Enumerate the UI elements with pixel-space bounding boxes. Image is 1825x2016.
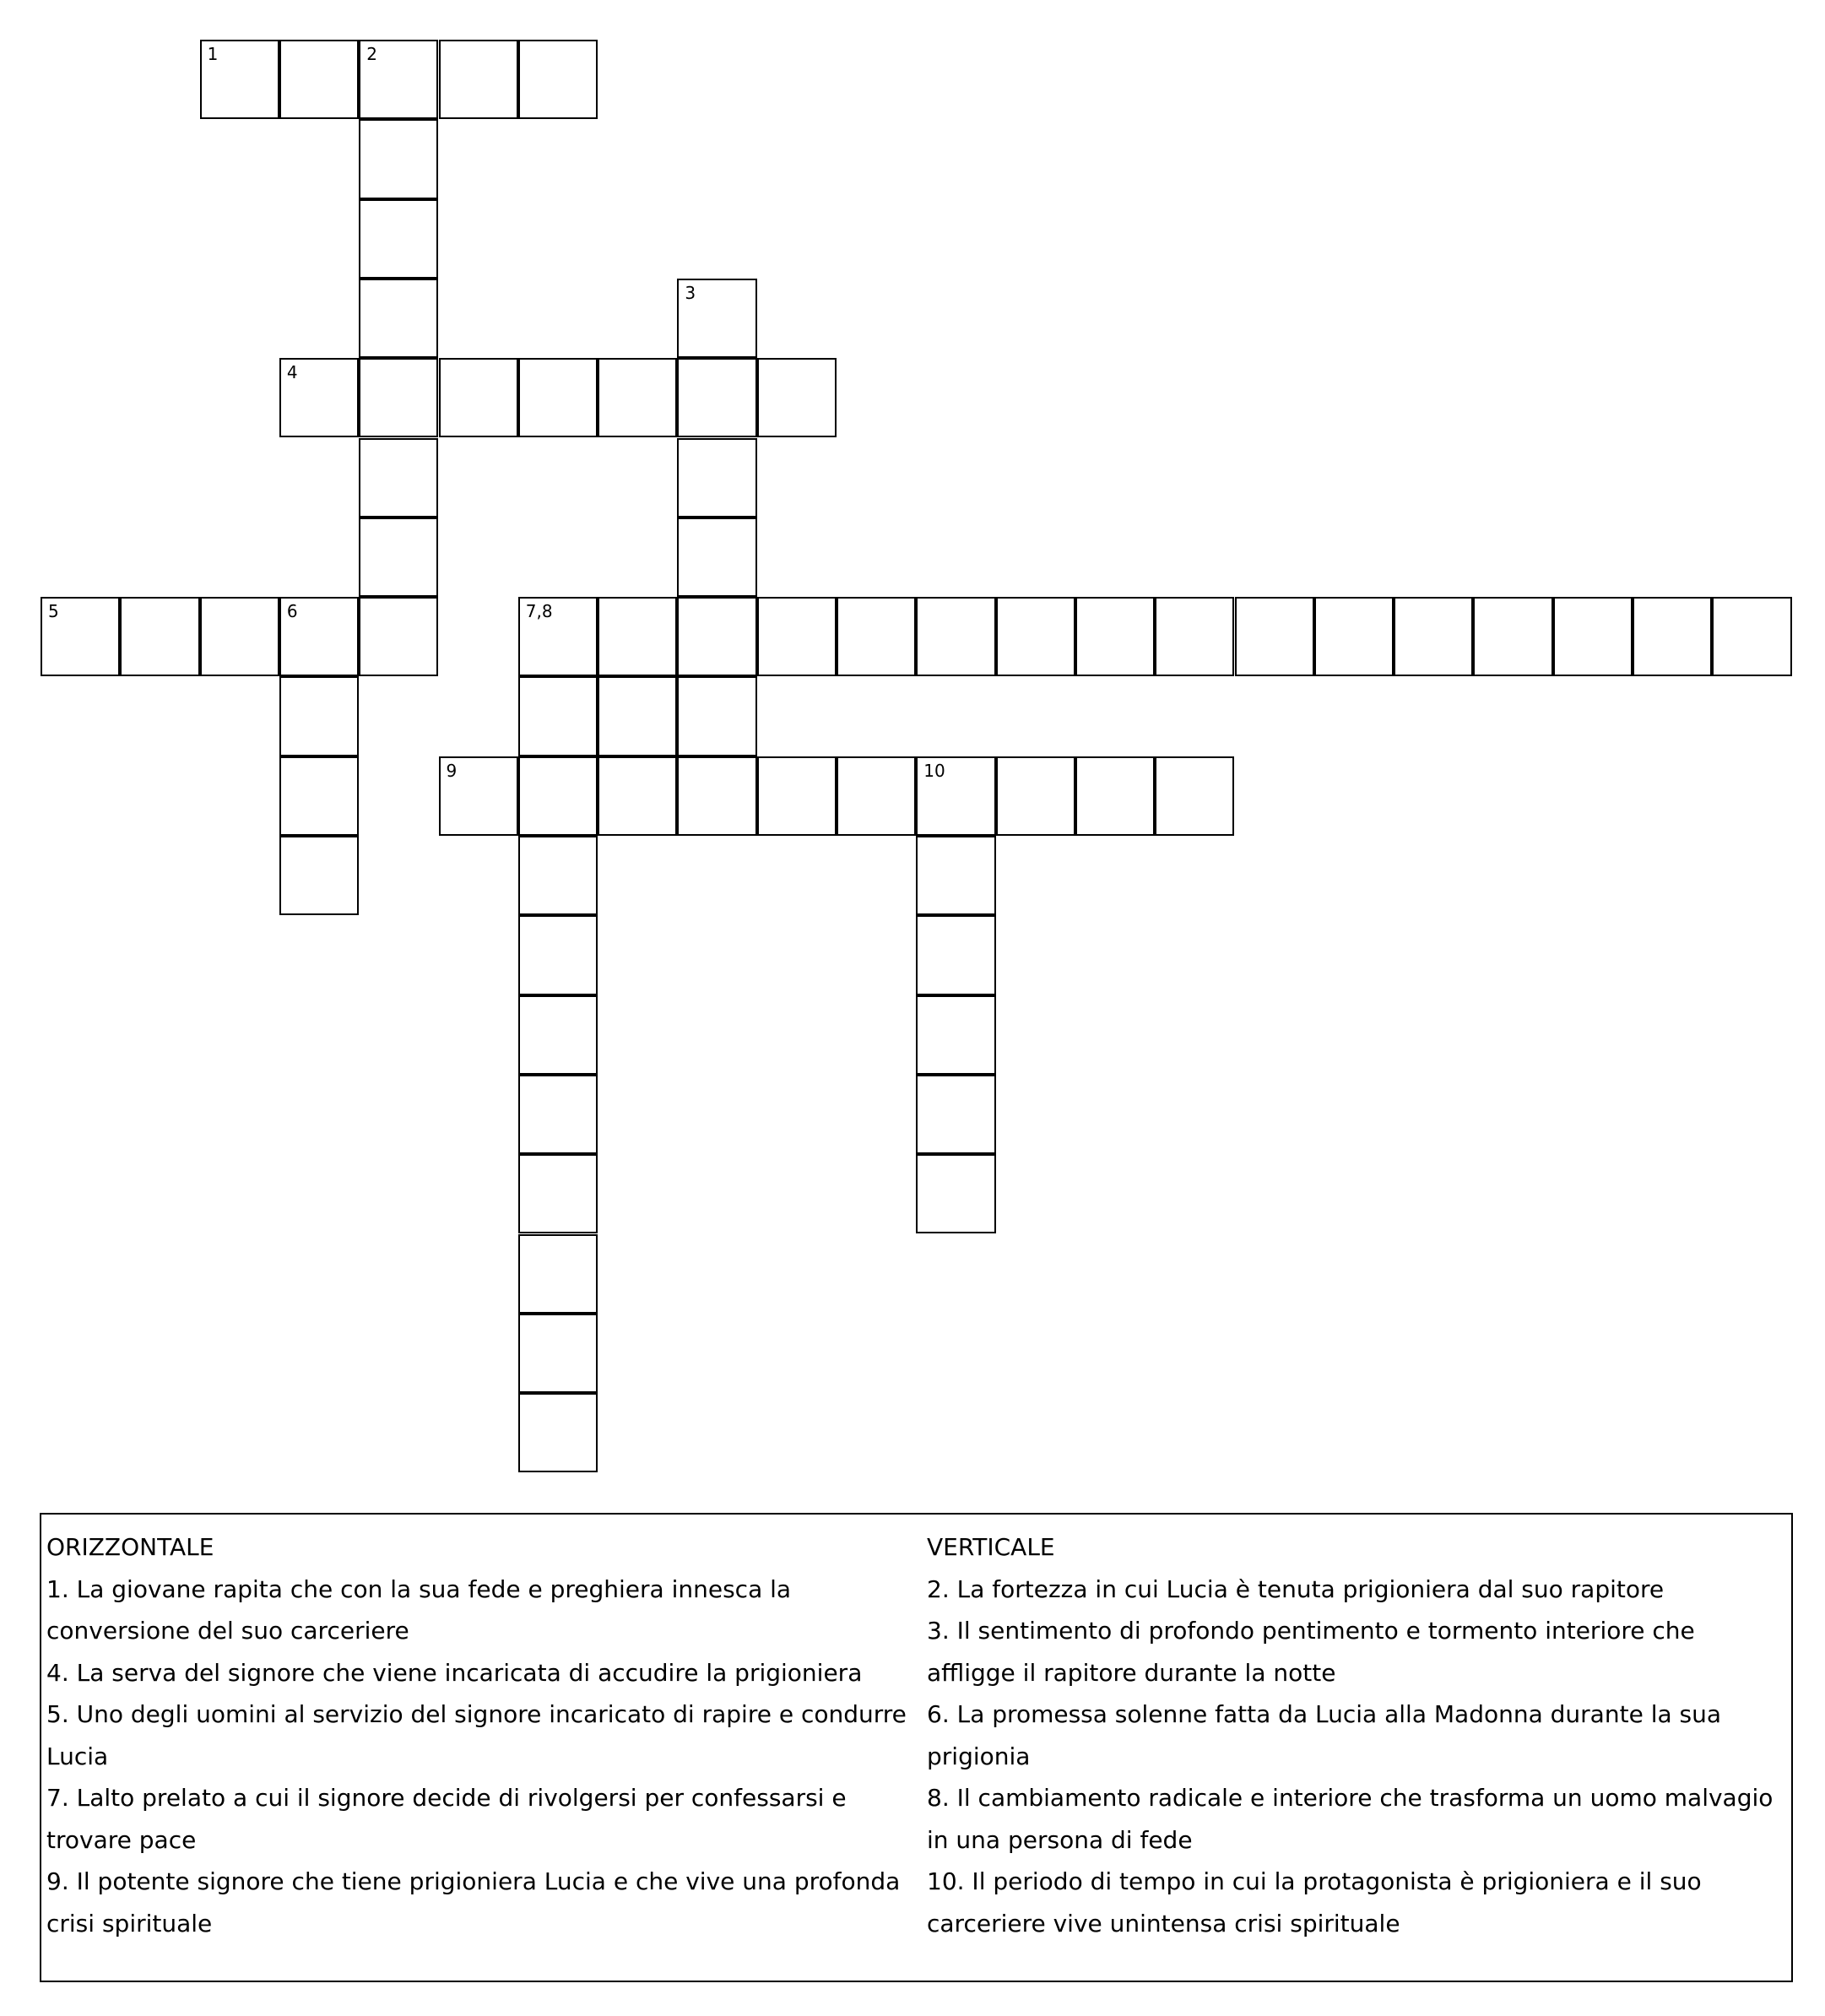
grid-cell[interactable] (359, 279, 438, 358)
grid-cell[interactable] (200, 597, 279, 676)
grid-cell[interactable] (359, 597, 438, 676)
grid-cell[interactable] (359, 358, 438, 437)
grid-cell[interactable] (518, 676, 598, 756)
grid-cell[interactable] (916, 836, 995, 915)
clue-number: 9 (446, 760, 458, 781)
clue-number: 1 (207, 44, 219, 64)
clue-number: 2 (366, 44, 377, 64)
down-clues (927, 1526, 1788, 1944)
clue-number: 3 (685, 282, 696, 303)
grid-cell[interactable] (1155, 756, 1234, 836)
grid-cell[interactable] (837, 756, 916, 836)
grid-cell[interactable] (518, 756, 598, 836)
grid-cell[interactable] (41, 597, 120, 676)
grid-cell[interactable] (1314, 597, 1394, 676)
grid-cell[interactable] (279, 40, 359, 119)
grid-cell[interactable] (677, 438, 756, 518)
clue-number: 6 (286, 601, 298, 622)
grid-cell[interactable] (916, 1154, 995, 1233)
grid-cell[interactable] (279, 836, 359, 915)
grid-cell[interactable] (518, 915, 598, 994)
across-clues (46, 1526, 916, 1944)
grid-cell[interactable] (359, 40, 438, 119)
grid-cell[interactable] (279, 676, 359, 756)
grid-cell[interactable] (518, 836, 598, 915)
clue-number: 10 (923, 760, 945, 781)
grid-cell[interactable] (279, 358, 359, 437)
grid-cell[interactable] (518, 1154, 598, 1233)
grid-cell[interactable] (1633, 597, 1712, 676)
grid-cell[interactable] (677, 518, 756, 597)
grid-cell[interactable] (757, 358, 837, 437)
across-heading: ORIZZONTALE (46, 1533, 214, 1561)
grid-cell[interactable] (677, 358, 756, 437)
grid-cell[interactable] (518, 40, 598, 119)
grid-cell[interactable] (1712, 597, 1791, 676)
grid-cell[interactable] (359, 119, 438, 198)
grid-cell[interactable] (518, 1393, 598, 1472)
clue-across-4: 4. La serva del signore che viene incaricata di accudire la prigioniera (46, 1658, 863, 1687)
grid-cell[interactable] (996, 756, 1075, 836)
grid-cell[interactable] (359, 199, 438, 279)
grid-cell[interactable] (677, 676, 756, 756)
grid-cell[interactable] (1394, 597, 1473, 676)
grid-cell[interactable] (677, 279, 756, 358)
clue-number: 5 (48, 601, 59, 622)
clues-box (40, 1513, 1793, 1982)
grid-cell[interactable] (757, 597, 837, 676)
clue-across-5: 5. Uno degli uomini al servizio del signore incaricato di rapire e condurre Lucia (46, 1700, 907, 1770)
grid-cell[interactable] (200, 40, 279, 119)
grid-cell[interactable] (439, 756, 518, 836)
grid-cell[interactable] (837, 597, 916, 676)
grid-cell[interactable] (439, 40, 518, 119)
grid-cell[interactable] (677, 597, 756, 676)
grid-cell[interactable] (359, 438, 438, 518)
grid-cell[interactable] (916, 1075, 995, 1154)
down-heading: VERTICALE (927, 1533, 1055, 1561)
grid-cell[interactable] (996, 597, 1075, 676)
grid-cell[interactable] (439, 358, 518, 437)
clue-across-7: 7. Lalto prelato a cui il signore decide di rivolgersi per confessarsi e trovare pace (46, 1784, 847, 1854)
grid-cell[interactable] (518, 1314, 598, 1393)
grid-cell[interactable] (518, 1234, 598, 1314)
grid-cell[interactable] (279, 756, 359, 836)
grid-cell[interactable] (1553, 597, 1633, 676)
clue-number: 4 (286, 362, 298, 383)
grid-cell[interactable] (757, 756, 837, 836)
grid-cell[interactable] (916, 995, 995, 1075)
grid-cell[interactable] (916, 756, 995, 836)
clue-down-8: 8. Il cambiamento radicale e interiore che trasforma un uomo malvagio in una persona di fede (927, 1784, 1774, 1854)
grid-cell[interactable] (598, 756, 677, 836)
grid-cell[interactable] (1155, 597, 1234, 676)
grid-cell[interactable] (1235, 597, 1314, 676)
grid-cell[interactable] (1075, 756, 1155, 836)
clue-down-2: 2. La fortezza in cui Lucia è tenuta prigioniera dal suo rapitore (927, 1574, 1665, 1603)
clue-across-9: 9. Il potente signore che tiene prigioniera Lucia e che vive una profonda crisi spirituale (46, 1867, 901, 1937)
grid-cell[interactable] (359, 518, 438, 597)
grid-cell[interactable] (518, 1075, 598, 1154)
grid-cell[interactable] (598, 358, 677, 437)
grid-cell[interactable] (916, 915, 995, 994)
grid-cell[interactable] (518, 597, 598, 676)
grid-cell[interactable] (120, 597, 199, 676)
grid-cell[interactable] (916, 597, 995, 676)
clue-down-6: 6. La promessa solenne fatta da Lucia alla Madonna durante la sua prigionia (927, 1700, 1722, 1770)
grid-cell[interactable] (677, 756, 756, 836)
grid-cell[interactable] (518, 358, 598, 437)
clue-number: 7,8 (525, 601, 553, 622)
grid-cell[interactable] (1075, 597, 1155, 676)
grid-cell[interactable] (518, 995, 598, 1075)
clue-down-3: 3. Il sentimento di profondo pentimento e tormento interiore che affligge il rapitore durante la notte (927, 1617, 1695, 1687)
grid-cell[interactable] (598, 676, 677, 756)
grid-cell[interactable] (279, 597, 359, 676)
grid-cell[interactable] (598, 597, 677, 676)
clue-down-10: 10. Il periodo di tempo in cui la protagonista è prigioniera e il suo carceriere vive unintensa crisi spirituale (927, 1867, 1702, 1937)
clue-across-1: 1. La giovane rapita che con la sua fede e preghiera innesca la conversione del suo carceriere (46, 1574, 792, 1645)
grid-cell[interactable] (1473, 597, 1552, 676)
